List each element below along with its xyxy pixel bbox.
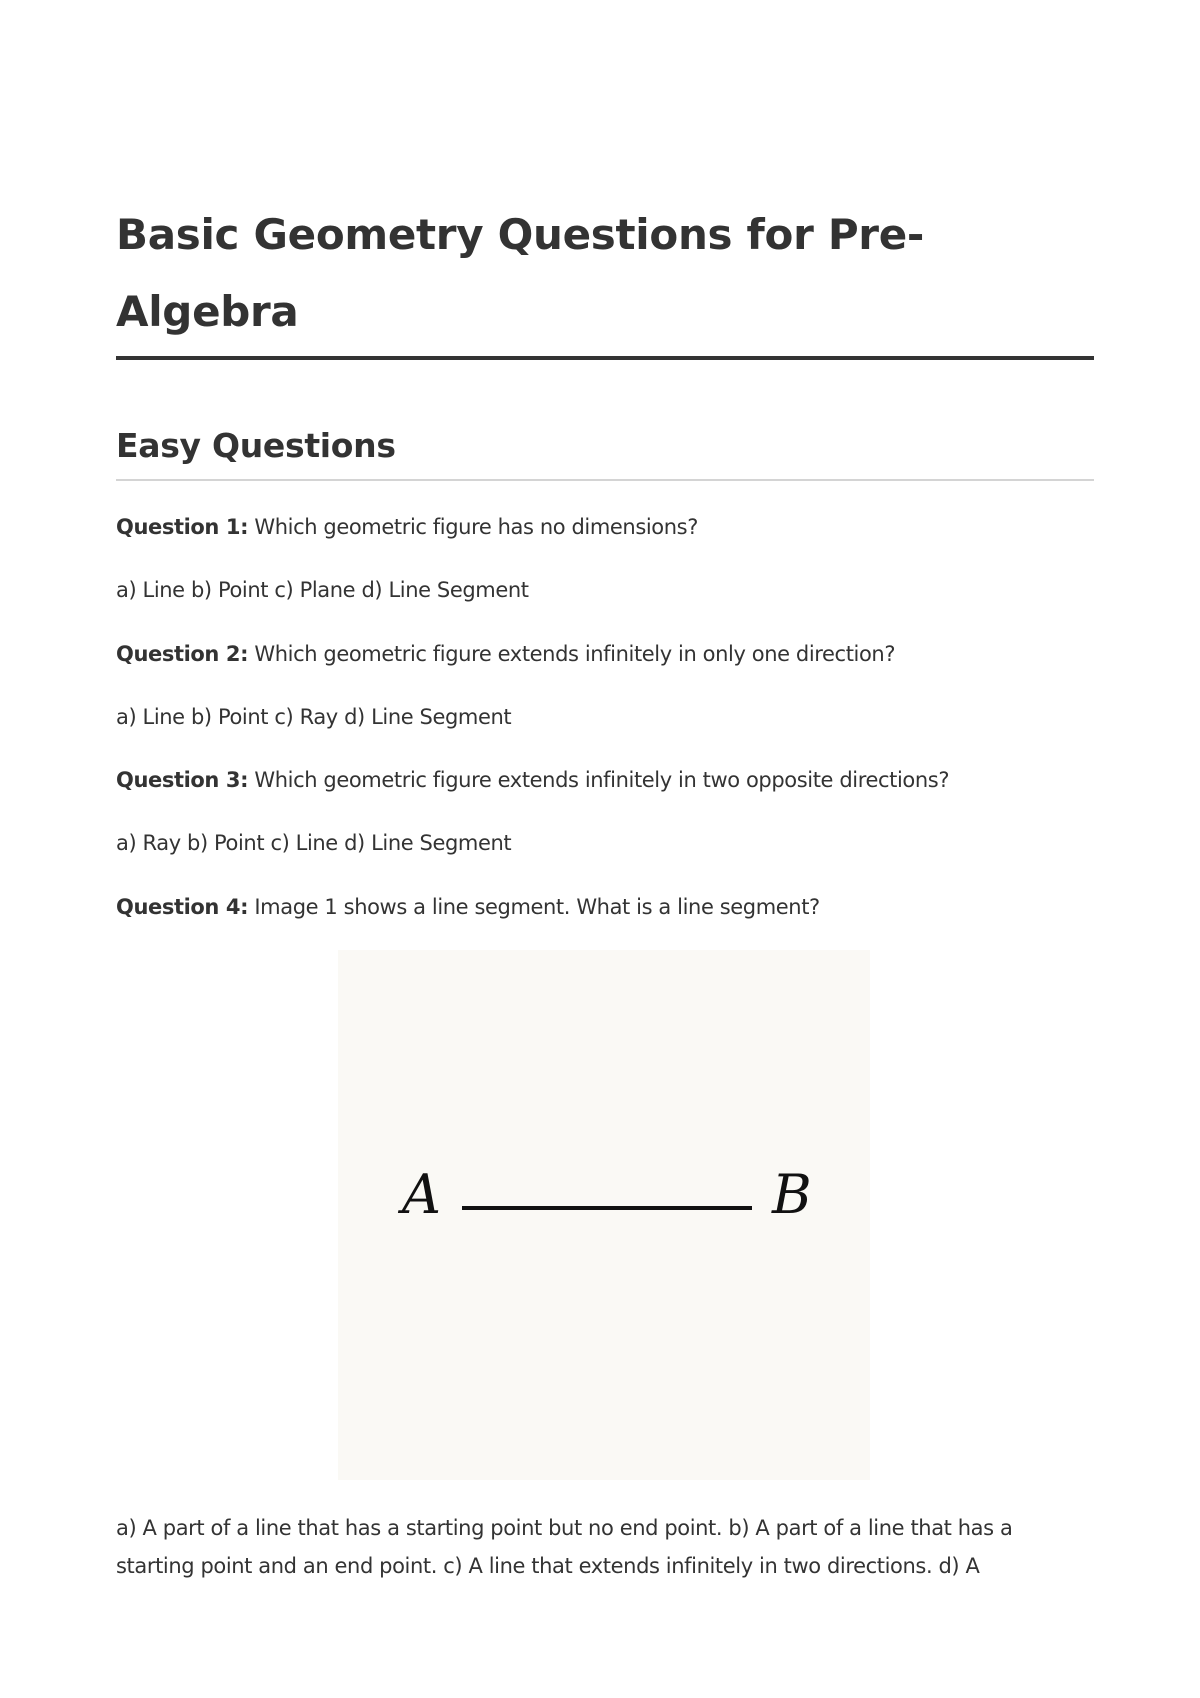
question-1-options: a) Line b) Point c) Plane d) Line Segment (116, 578, 529, 602)
point-b-label: B (772, 1163, 812, 1226)
question-2-options: a) Line b) Point c) Ray d) Line Segment (116, 705, 512, 729)
question-1-text: Which geometric figure has no dimensions? (248, 515, 698, 539)
question-2 (116, 635, 895, 673)
section-divider (116, 479, 1094, 481)
question-2-text: Which geometric figure extends infinitely in only one direction? (248, 642, 896, 666)
question-3-options: a) Ray b) Point c) Line d) Line Segment (116, 831, 512, 855)
title-divider (116, 356, 1094, 360)
question-1-label: Question 1: (116, 515, 249, 539)
question-3-text: Which geometric figure extends infinitely in two opposite directions? (248, 768, 950, 792)
point-a-label: A (402, 1163, 441, 1226)
question-3 (116, 761, 949, 799)
question-4-label: Question 4: (116, 895, 249, 919)
line-segment-diagram (338, 950, 870, 1480)
question-3-label: Question 3: (116, 768, 249, 792)
question-4-options: a) A part of a line that has a starting point but no end point. b) A part of a line that has a starting point and an end point. c) A line that extends infinitely in two directions. d) A (116, 1516, 1013, 1578)
question-4 (116, 888, 820, 926)
document-title: Basic Geometry Questions for Pre-Algebra (116, 210, 925, 336)
question-4-text: Image 1 shows a line segment. What is a line segment? (248, 895, 820, 919)
line-segment-image (338, 950, 870, 1480)
question-1 (116, 508, 698, 546)
question-2-label: Question 2: (116, 642, 249, 666)
section-heading-easy: Easy Questions (116, 426, 396, 465)
